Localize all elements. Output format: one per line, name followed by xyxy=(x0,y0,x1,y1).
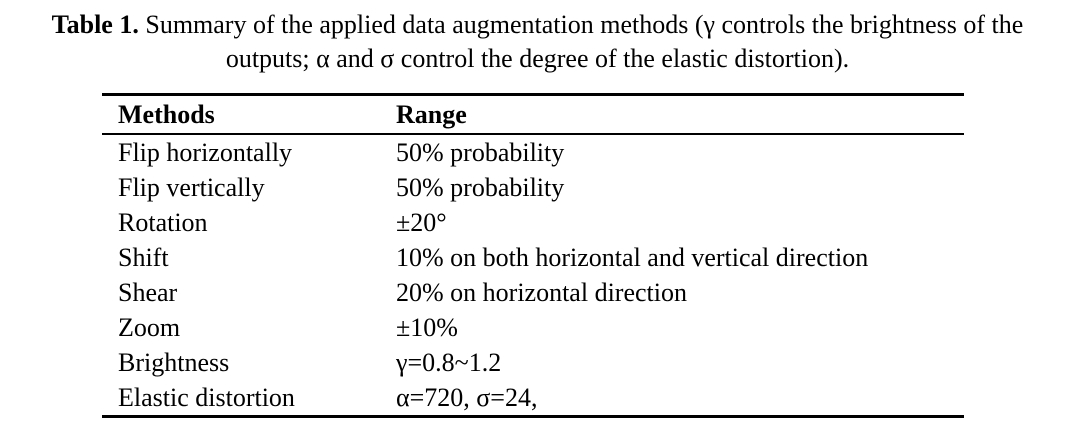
cell-method: Flip vertically xyxy=(118,173,265,202)
cell-range: 20% on horizontal direction xyxy=(396,278,687,307)
caption-text-1: Summary of the applied data augmentation methods (γ controls the brightness of the xyxy=(145,10,1024,39)
cell-range: ±10% xyxy=(396,313,458,342)
caption-line-1 xyxy=(0,8,1075,42)
cell-method: Flip horizontally xyxy=(118,138,293,167)
cell-method: Zoom xyxy=(118,313,181,342)
table-row xyxy=(102,345,964,380)
table-row xyxy=(102,134,964,170)
cell-range: 10% on both horizontal and vertical direction xyxy=(396,243,869,272)
table-row xyxy=(102,170,964,205)
cell-method: Shift xyxy=(118,243,169,272)
cell-range: 50% probability xyxy=(396,173,565,202)
cell-range: γ=0.8~1.2 xyxy=(396,348,502,377)
cell-method: Brightness xyxy=(118,348,230,377)
header-range: Range xyxy=(396,100,467,129)
table-row xyxy=(102,275,964,310)
table-caption xyxy=(0,8,1075,76)
table-header-row xyxy=(102,95,964,135)
table-row xyxy=(102,205,964,240)
header-methods: Methods xyxy=(118,100,215,129)
caption-line-2: outputs; α and σ control the degree of the elastic distortion). xyxy=(225,44,850,73)
cell-range: 50% probability xyxy=(396,138,565,167)
cell-method: Rotation xyxy=(118,208,208,237)
table-row xyxy=(102,310,964,345)
cell-method: Shear xyxy=(118,278,178,307)
augmentation-table xyxy=(102,93,964,418)
cell-range: ±20° xyxy=(396,208,447,237)
table-row xyxy=(102,240,964,275)
caption-label: Table 1. xyxy=(51,10,139,39)
data-table xyxy=(102,93,964,418)
cell-method: Elastic distortion xyxy=(118,383,295,412)
table-row xyxy=(102,380,964,417)
cell-range: α=720, σ=24, xyxy=(396,383,538,412)
